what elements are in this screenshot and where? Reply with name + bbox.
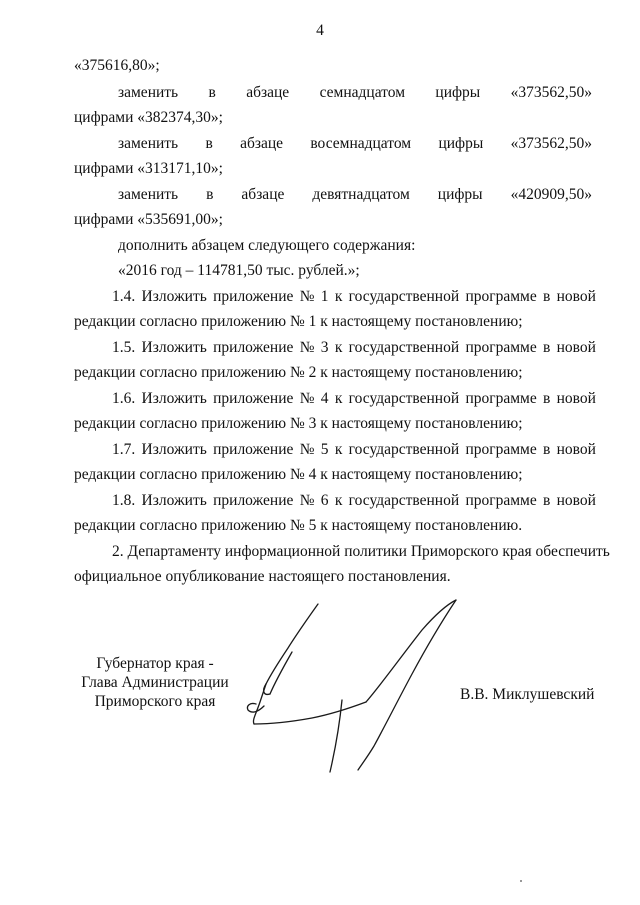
word: 1.5.	[112, 339, 136, 356]
line-3: цифрами «382374,30»;	[74, 109, 223, 126]
word: 3	[320, 339, 329, 356]
line-2	[118, 84, 592, 102]
word: в	[543, 288, 551, 305]
word: Изложить	[141, 390, 207, 407]
word: заменить	[118, 135, 179, 152]
word: Изложить	[141, 441, 207, 458]
word: программе	[465, 288, 537, 305]
item-second-line: редакции согласно приложению № 5 к настоящему постановлению.	[74, 517, 523, 534]
word: «373562,50»	[510, 135, 592, 152]
item-second-line: редакции согласно приложению № 4 к настоящему постановлению;	[74, 466, 523, 483]
point-2-first-line: 2. Департаменту информационной политики Приморского края обеспечить	[112, 543, 610, 560]
word: новой	[556, 390, 596, 407]
word: программе	[465, 390, 537, 407]
item-first-line	[112, 492, 596, 510]
word: 1.4.	[112, 288, 136, 305]
title-line: Приморского края	[94, 693, 216, 710]
title-line: Губернатор края -	[96, 655, 214, 672]
word: 5	[320, 441, 329, 458]
line-1: «375616,80»;	[74, 57, 160, 74]
item-first-line	[112, 441, 596, 459]
word: 1.8.	[112, 492, 136, 509]
item-first-line	[112, 390, 596, 408]
word: абзаце	[241, 186, 285, 203]
word: государственной	[348, 492, 460, 509]
word: государственной	[348, 339, 460, 356]
word: Изложить	[141, 492, 207, 509]
word: заменить	[118, 186, 179, 203]
word: №	[299, 441, 315, 458]
word: цифры	[438, 135, 484, 152]
word: новой	[556, 339, 596, 356]
word: 1	[320, 288, 329, 305]
word: к	[334, 288, 343, 305]
word: к	[334, 492, 343, 509]
word: 1.7.	[112, 441, 136, 458]
line-6	[118, 186, 592, 204]
word: приложение	[213, 390, 294, 407]
word: приложение	[213, 288, 294, 305]
word: к	[334, 339, 343, 356]
word: к	[334, 441, 343, 458]
word: абзаце	[240, 135, 284, 152]
word: восемнадцатом	[310, 135, 412, 152]
word: цифры	[437, 186, 483, 203]
word: цифры	[435, 84, 481, 101]
item-second-line: редакции согласно приложению № 3 к настоящему постановлению;	[74, 415, 523, 432]
word: в	[205, 135, 213, 152]
word: приложение	[213, 492, 294, 509]
signer-name: В.В. Миклушевский	[460, 686, 595, 703]
word: семнадцатом	[319, 84, 406, 101]
word: программе	[465, 441, 537, 458]
word: в	[543, 339, 551, 356]
word: 1.6.	[112, 390, 136, 407]
word: к	[334, 390, 343, 407]
word: в	[543, 390, 551, 407]
word: приложение	[213, 339, 294, 356]
word: №	[299, 492, 315, 509]
word: программе	[465, 339, 537, 356]
line-4	[118, 135, 592, 153]
word: новой	[556, 288, 596, 305]
word: государственной	[348, 441, 460, 458]
item-second-line: редакции согласно приложению № 1 к настоящему постановлению;	[74, 313, 523, 330]
word: абзаце	[246, 84, 290, 101]
word: государственной	[348, 288, 460, 305]
line-7: цифрами «535691,00»;	[74, 211, 223, 228]
item-second-line: редакции согласно приложению № 2 к настоящему постановлению;	[74, 364, 523, 381]
word: в	[543, 441, 551, 458]
title-line: Глава Администрации	[81, 674, 229, 691]
word: программе	[465, 492, 537, 509]
word: №	[299, 288, 315, 305]
word: 4	[320, 390, 329, 407]
word: в	[208, 84, 216, 101]
word: новой	[556, 492, 596, 509]
word: 6	[320, 492, 329, 509]
scan-dot	[520, 880, 522, 882]
word: «420909,50»	[510, 186, 592, 203]
item-first-line	[112, 288, 596, 306]
signatory-title	[72, 654, 238, 711]
word: Изложить	[141, 288, 207, 305]
line-9: «2016 год – 114781,50 тыс. рублей.»;	[118, 262, 360, 279]
word: «373562,50»	[510, 84, 592, 101]
word: новой	[556, 441, 596, 458]
point-2-second-line: официальное опубликование настоящего постановления.	[74, 568, 451, 585]
item-first-line	[112, 339, 596, 357]
word: девятнадцатом	[312, 186, 410, 203]
word: государственной	[348, 390, 460, 407]
line-5: цифрами «313171,10»;	[74, 160, 223, 177]
word: №	[299, 339, 315, 356]
word: в	[543, 492, 551, 509]
word: Изложить	[141, 339, 207, 356]
handwritten-signature	[240, 596, 470, 776]
line-8: дополнить абзацем следующего содержания:	[118, 237, 416, 254]
word: №	[299, 390, 315, 407]
word: заменить	[118, 84, 179, 101]
word: приложение	[213, 441, 294, 458]
page-number: 4	[316, 22, 324, 39]
word: в	[206, 186, 214, 203]
